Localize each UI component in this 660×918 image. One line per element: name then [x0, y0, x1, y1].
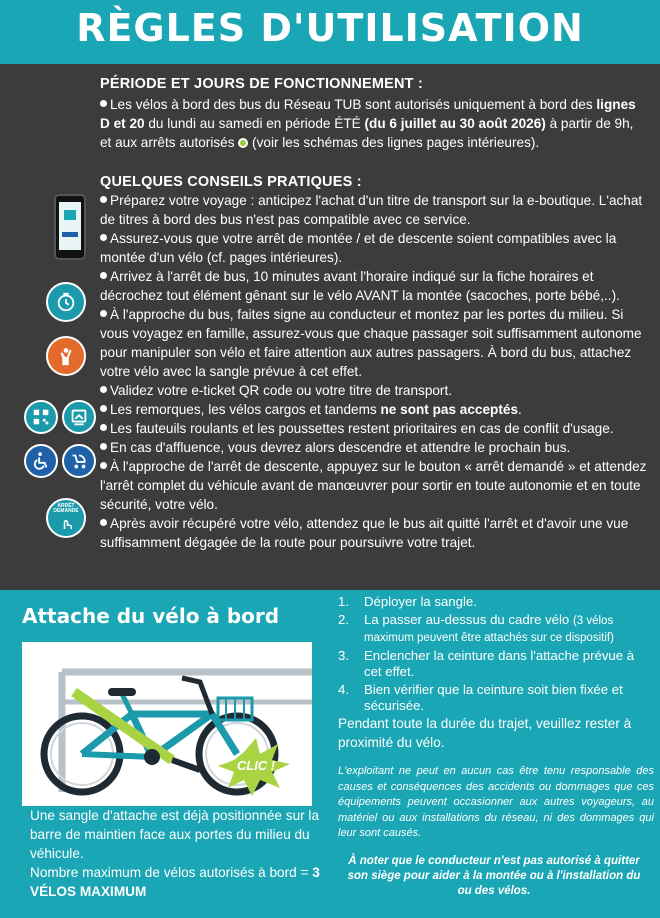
tip-item: À l'approche du bus, faites signe au conducteur et montez par les portes du milieu. Si vous voyagez en famille, assurez-vous que chaque passager soit suffisamment autonome pour manipuler son vélo et faire attention aux autres passagers. À bord du bus, attachez votre vélo avec la sangle prévue à cet effet.: [100, 307, 642, 379]
stop-request-button-icon: [46, 498, 86, 538]
bullet-icon: [100, 272, 107, 279]
driver-note: À noter que le conducteur n'est pas autorisé à quitter son siège pour aider à la montée ou à l'installation du ou des vélos.: [347, 855, 641, 897]
header-banner: [0, 0, 660, 64]
tip-item: Après avoir récupéré votre vélo, attendez que le bus ait quitté l'arrêt et d'avoir une vue suffisamment dégagée de la route pour poursuivre votre trajet.: [100, 516, 629, 550]
bullet-icon: [100, 234, 107, 241]
bullet-icon: [100, 462, 107, 469]
section-tips-text: [100, 191, 648, 552]
bullet-icon: [100, 519, 107, 526]
bullet-icon: [100, 424, 107, 431]
authorized-stop-dot-icon: [238, 138, 248, 148]
stroller-icon: [62, 444, 96, 478]
wheelchair-icon: [24, 444, 58, 478]
strap-info: Une sangle d'attache est déjà positionnée sur la barre de maintien face aux portes du milieu du véhicule. Nombre maximum de vélos autorisés à bord = 3 VÉLOS MAXIMUM: [30, 808, 320, 899]
tip-item: En cas d'affluence, vous devrez alors descendre et attendre le prochain bus.: [100, 438, 648, 457]
bike-attach-section: [0, 590, 660, 918]
bullet-icon: [100, 405, 107, 412]
tip-item: Assurez-vous que votre arrêt de montée / et de descente soient compatibles avec la montée d'un vélo (cf. pages intérieures).: [100, 231, 617, 265]
liability-disclaimer: L'exploitant ne peut en aucun cas être tenu responsable des causes et conséquences des accidents ou dommages que ces équipements peuvent occasionner aux autres voyageurs, au matériel ou aux installations du réseau, ni des dommages qui leur sont causés.: [338, 765, 654, 839]
hail-bus-icon: [46, 336, 86, 376]
step-item: 1. Déployer la sangle.: [338, 594, 477, 609]
step-item: 2. La passer au-dessus du cadre vélo (3 vélos maximum peuvent être attachés sur ce dispositif): [338, 612, 614, 644]
qr-code-icon: [24, 400, 58, 434]
tip-item: Arrivez à l'arrêt de bus, 10 minutes avant l'horaire indiqué sur la fiche horaires et décrochez tout élément gênant sur le vélo AVANT la montée (sacoches, porte bébé,..).: [100, 269, 620, 303]
tip-item: À l'approche de l'arrêt de descente, appuyez sur le bouton « arrêt demandé » et attendez l'arrêt complet du véhicule avant de manœuvrer pour sortir en toute autonomie et en toute sécurité, votre vélo.: [100, 459, 647, 512]
stop-request-label: ARRÊT DEMANDÉ: [53, 503, 79, 514]
stay-near-bike-text: Pendant toute la durée du trajet, veuillez rester à proximité du vélo.: [338, 716, 632, 750]
step-item: 3. Enclencher la ceinture dans l'attache prévue à cet effet.: [338, 648, 635, 679]
attach-title: Attache du vélo à bord: [22, 604, 280, 628]
bullet-icon: [100, 196, 107, 203]
step-item: 4. Bien vérifier que la ceinture soit bien fixée et sécurisée.: [338, 682, 623, 713]
section-period-title: PÉRIODE ET JOURS DE FONCTIONNEMENT :: [100, 76, 423, 92]
rules-panel: [0, 64, 660, 590]
tip-item: Les fauteuils roulants et les poussettes restent prioritaires en cas de conflit d'usage.: [100, 419, 648, 438]
bullet-icon: [100, 310, 107, 317]
section-tips-title: QUELQUES CONSEILS PRATIQUES :: [100, 174, 362, 190]
tip-item: Validez votre e-ticket QR code ou votre titre de transport.: [100, 381, 648, 400]
attach-steps-list: [338, 594, 654, 716]
tip-item: Les remorques, les vélos cargos et tandems ne sont pas acceptés.: [100, 400, 648, 419]
clic-label: CLIC !: [236, 758, 276, 773]
bike-strap-illustration: [22, 642, 312, 806]
bullet-icon: [100, 386, 107, 393]
bullet-icon: [100, 100, 107, 107]
tip-item: Préparez votre voyage : anticipez l'achat d'un titre de transport sur la e-boutique. L'achat de titres à bord des bus n'est pas compatible avec ce service.: [100, 193, 643, 227]
smartphone-icon: [54, 194, 86, 260]
section-period-text: Les vélos à bord des bus du Réseau TUB sont autorisés uniquement à bord des lignes D et 20 du lundi au samedi en période ÉTÉ (du 6 juillet au 30 août 2026) à partir de 9h, et aux arrêts autorisés (voir les schémas des lignes pages intérieures).: [100, 97, 636, 150]
bullet-icon: [100, 443, 107, 450]
bike-illustration: [22, 642, 312, 806]
clock-icon: [46, 282, 86, 322]
page-title: RÈGLES D'UTILISATION: [76, 6, 584, 50]
ticket-validator-icon: [62, 400, 96, 434]
